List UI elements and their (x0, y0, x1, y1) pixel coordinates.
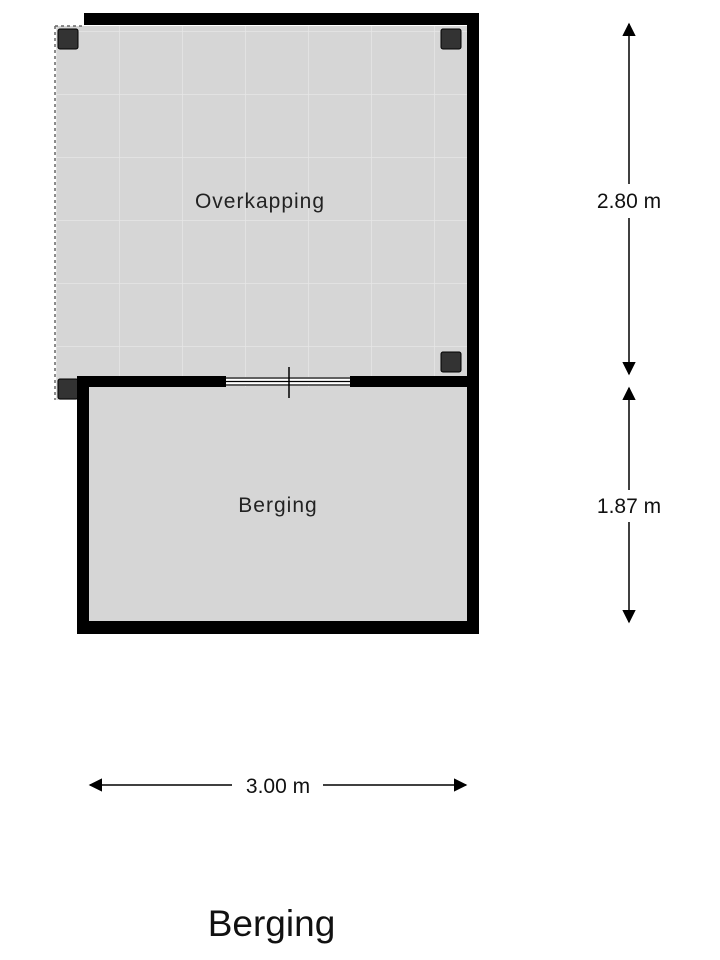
wall-right-upper (467, 13, 479, 387)
wall-middle-left (77, 376, 226, 387)
wall-right-lower (467, 376, 479, 634)
overkapping-floor (56, 26, 467, 400)
room-label-berging: Berging (238, 494, 318, 517)
room-overkapping (55, 13, 479, 400)
dimension-berging-depth (597, 388, 661, 622)
dimension-label-berging: 1.87 m (596, 495, 662, 518)
room-label-overkapping: Overkapping (194, 190, 326, 213)
room-berging (77, 367, 479, 634)
wall-middle-right (350, 376, 479, 387)
wall-top (84, 13, 479, 25)
post-bottom-left (58, 379, 78, 399)
plan-title: Berging (207, 903, 336, 944)
dimension-label-width: 3.00 m (245, 775, 311, 798)
post-top-right (441, 29, 461, 49)
dimension-overkapping-depth (597, 24, 661, 374)
post-top-left (58, 29, 78, 49)
wall-left-lower (77, 376, 89, 634)
wall-bottom (77, 621, 479, 634)
dimension-total-width (90, 775, 466, 798)
dimension-label-overkapping: 2.80 m (596, 190, 662, 213)
post-bottom-right (441, 352, 461, 372)
